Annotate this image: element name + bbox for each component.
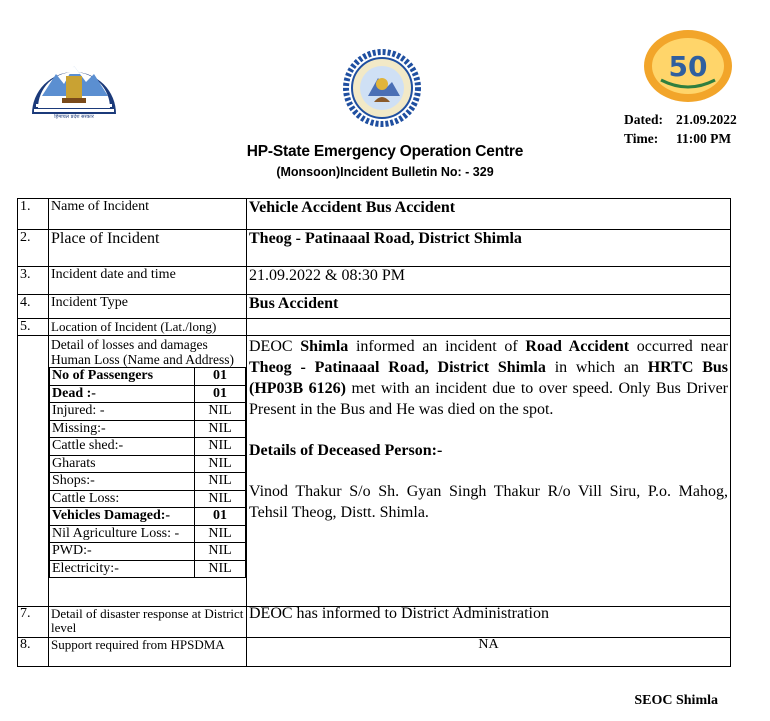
loss-row <box>50 508 246 526</box>
bulletin-subtitle: (Monsoon)Incident Bulletin No: - 329 <box>276 165 494 179</box>
incident-datetime-value: 21.09.2022 & 08:30 PM <box>247 267 731 295</box>
row-label: Incident Type <box>49 295 247 319</box>
loss-row <box>50 420 246 438</box>
incident-table <box>17 198 731 667</box>
losses-description: Detail of losses and damages Human Loss (Name and Address) <box>51 337 234 367</box>
loss-value: NIL <box>195 543 246 561</box>
time-value: 11:00 PM <box>676 131 732 146</box>
response-value: DEOC has informed to District Administration <box>247 607 731 638</box>
loss-value: NIL <box>195 560 246 578</box>
loss-label: Gharats <box>50 455 195 473</box>
hp-government-emblem-icon <box>28 48 120 120</box>
location-value <box>247 319 731 336</box>
table-row <box>18 638 731 667</box>
description-paragraph: DEOC Shimla informed an incident of Road Accident occurred near Theog - Patinaaal Road, District Shimla in which an HRTC Bus (HP03B 6126) met with an incident due to over speed. Only Bus Driver Present in the Bus and He was died on the spot. <box>249 338 729 418</box>
table-row <box>18 607 731 638</box>
hpsdma-emblem-icon <box>336 48 428 128</box>
loss-value: 01 <box>195 385 246 403</box>
place-of-incident-value: Theog - Patinaaal Road, District Shimla <box>247 230 731 267</box>
loss-value: NIL <box>195 403 246 421</box>
loss-label: PWD:- <box>50 543 195 561</box>
deceased-details: Vinod Thakur S/o Sh. Gyan Singh Thakur R/o Vill Siru, P.o. Mahog, Tehsil Theog, Distt. Shimla. <box>249 483 728 521</box>
row-number: 3. <box>18 267 49 295</box>
loss-row <box>50 543 246 561</box>
bulletin-title: HP-State Emergency Operation Centre <box>246 143 524 160</box>
dated-value: 21.09.2022 <box>676 112 737 127</box>
row-label: Place of Incident <box>49 230 247 267</box>
loss-row <box>50 438 246 456</box>
loss-label: Vehicles Damaged:- <box>50 508 195 526</box>
incident-name-value: Vehicle Accident Bus Accident <box>247 199 731 230</box>
row-number <box>18 336 49 607</box>
row-number: 5. <box>18 319 49 336</box>
table-row <box>18 295 731 319</box>
svg-text:हिमाचल प्रदेश सरकार: हिमाचल प्रदेश सरकार <box>54 114 94 120</box>
table-row <box>18 230 731 267</box>
support-value: NA <box>247 638 731 667</box>
loss-value: NIL <box>195 420 246 438</box>
table-row <box>18 267 731 295</box>
loss-label: Cattle Loss: <box>50 490 195 508</box>
loss-value: NIL <box>195 490 246 508</box>
loss-row <box>50 560 246 578</box>
loss-value: NIL <box>195 525 246 543</box>
row-number: 7. <box>18 607 49 638</box>
loss-row <box>50 368 246 386</box>
losses-table <box>49 367 246 578</box>
loss-label: Shops:- <box>50 473 195 491</box>
row-label: Support required from HPSDMA <box>49 638 247 667</box>
table-row <box>18 336 731 607</box>
losses-cell <box>49 336 247 607</box>
row-number: 2. <box>18 230 49 267</box>
row-number: 1. <box>18 199 49 230</box>
loss-row <box>50 525 246 543</box>
loss-label: Dead :- <box>50 385 195 403</box>
row-number: 8. <box>18 638 49 667</box>
fifty-years-emblem-icon <box>641 28 735 104</box>
row-number: 4. <box>18 295 49 319</box>
row-label: Incident date and time <box>49 267 247 295</box>
loss-value: 01 <box>195 508 246 526</box>
row-label: Name of Incident <box>49 199 247 230</box>
loss-label: Electricity:- <box>50 560 195 578</box>
loss-label: Injured: - <box>50 403 195 421</box>
svg-text:50: 50 <box>668 50 708 83</box>
loss-row <box>50 490 246 508</box>
loss-value: 01 <box>195 368 246 386</box>
loss-label: Missing:- <box>50 420 195 438</box>
loss-row <box>50 473 246 491</box>
footer-signature: SEOC Shimla <box>634 693 718 708</box>
incident-type-value: Bus Accident <box>247 295 731 319</box>
loss-row <box>50 385 246 403</box>
table-row <box>18 319 731 336</box>
loss-row <box>50 403 246 421</box>
loss-value: NIL <box>195 455 246 473</box>
loss-row <box>50 455 246 473</box>
loss-label: Nil Agriculture Loss: - <box>50 525 195 543</box>
table-row <box>18 199 731 230</box>
dated-label: Dated: <box>624 112 663 127</box>
time-label: Time: <box>624 131 659 146</box>
loss-label: No of Passengers <box>50 368 195 386</box>
loss-label: Cattle shed:- <box>50 438 195 456</box>
row-label: Location of Incident (Lat./long) <box>49 319 247 336</box>
row-label: Detail of disaster response at District level <box>49 607 247 638</box>
loss-value: NIL <box>195 473 246 491</box>
incident-description <box>247 336 731 607</box>
deceased-heading: Details of Deceased Person:- <box>249 442 443 459</box>
loss-value: NIL <box>195 438 246 456</box>
